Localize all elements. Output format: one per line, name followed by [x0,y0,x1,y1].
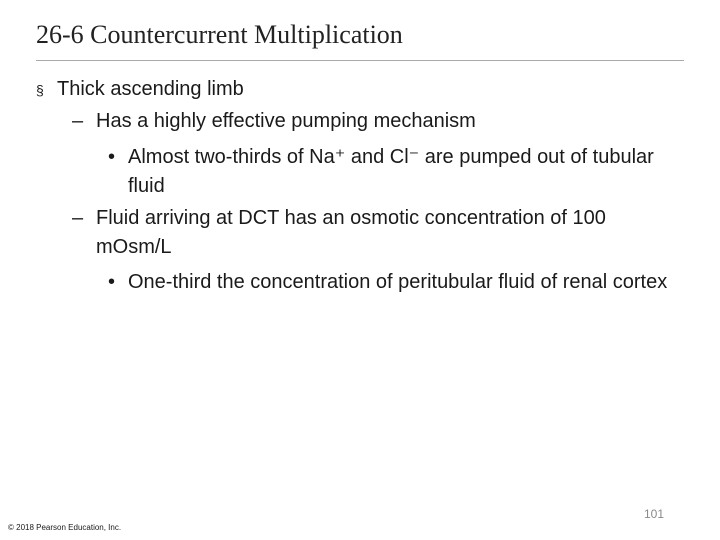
dot-bullet-icon: • [108,271,116,293]
bullet-text: Fluid arriving at DCT has an osmotic concentration of 100 mOsm/L [96,207,606,258]
bullet-level3 [108,268,684,297]
slide-title: 26-6 Countercurrent Multiplication [36,20,403,49]
bullet-level3 [108,143,684,201]
dash-bullet-icon: – [72,110,84,132]
bullet-text: Thick ascending limb [57,78,244,100]
dot-bullet-icon: • [108,146,116,168]
page-number: 101 [643,507,664,521]
bullet-text: One-third the concentration of peritubular fluid of renal cortex [128,271,668,293]
copyright-notice: © 2018 Pearson Education, Inc. [8,523,122,532]
dash-bullet-icon: – [72,207,84,229]
bullet-level2 [72,107,666,136]
bullet-level1 [36,75,677,104]
bullet-text: Has a highly effective pumping mechanism [96,110,476,132]
title-divider [36,60,684,61]
section-bullet-icon: § [36,82,44,98]
bullet-text: Almost two-thirds of Na⁺ and Cl⁻ are pumped out of tubular fluid [128,146,654,197]
bullet-level2 [72,204,666,262]
